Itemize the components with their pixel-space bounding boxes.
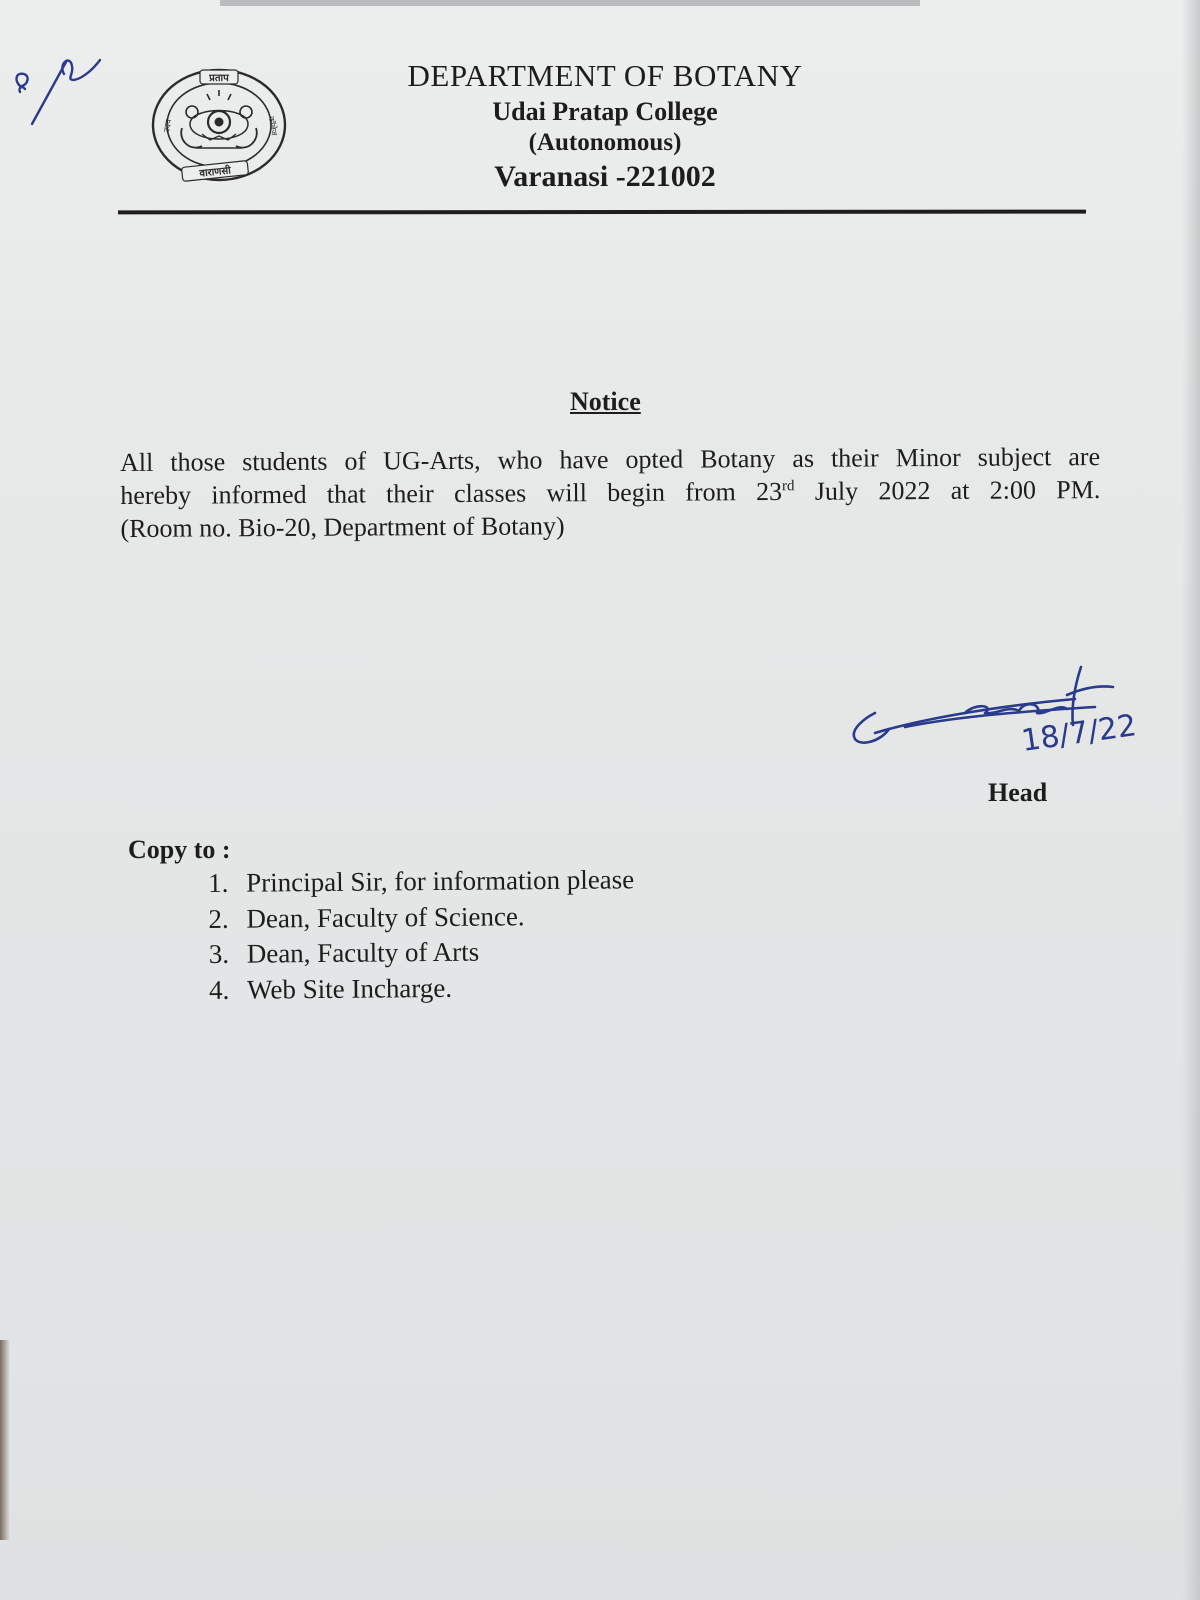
copy-to-item [209, 932, 809, 973]
notice-body [120, 440, 1101, 545]
copy-to-item-number: 4. [208, 974, 230, 1005]
copy-to-list [208, 861, 809, 1008]
department-title: DEPARTMENT OF BOTANY [407, 58, 803, 93]
letterhead-divider [118, 210, 1086, 215]
page-edge-shadow-top [220, 0, 920, 6]
copy-to-item [208, 861, 808, 902]
notice-line-2 [120, 473, 1100, 512]
notice-line-2-start: hereby informed that their classes will begin from 23 [120, 476, 783, 510]
notice-line-1: All those students of UG-Arts, who have opted Botany as their Minor subject are [120, 442, 1101, 477]
handwritten-signature [845, 655, 1175, 765]
notice-line-2-end: July 2022 at 2:00 PM. [794, 475, 1101, 506]
notice-title: Notice [570, 387, 641, 416]
copy-to-item-number: 1. [208, 867, 229, 898]
copy-to-item-text: Principal Sir, for information please [246, 864, 635, 898]
date-ordinal-suffix: rd [781, 478, 795, 495]
college-status: (Autonomous) [528, 129, 682, 156]
copy-to-item [209, 967, 809, 1008]
college-name: Udai Pratap College [492, 97, 718, 126]
emblem-top-text: प्रताप [209, 73, 229, 84]
letterhead [300, 58, 910, 196]
copy-to-item-text: Dean, Faculty of Arts [246, 936, 480, 969]
notice-line-3: (Room no. Bio-20, Department of Botany) [120, 511, 565, 543]
copy-to-item-text: Dean, Faculty of Science. [246, 900, 525, 934]
page-edge-shadow-left [0, 1340, 10, 1540]
handwritten-corner-mark [8, 44, 108, 134]
copy-to-label: Copy to : [128, 835, 231, 864]
emblem-right-text: कॉलेज [266, 115, 279, 137]
college-emblem-seal [150, 66, 288, 184]
page-edge-shadow-right [1182, 0, 1200, 1600]
copy-to-item-text: Web Site Incharge. [246, 972, 453, 1005]
signature-date: 18/7/22 [1019, 708, 1139, 759]
copy-to-item-number: 3. [208, 938, 230, 969]
college-address: Varanasi -221002 [494, 160, 716, 193]
emblem-bottom-text: वाराणसी [198, 165, 232, 180]
copy-to-item-number: 2. [208, 903, 229, 934]
signatory-designation: Head [988, 778, 1048, 807]
copy-to-item [208, 896, 808, 937]
emblem-left-text: उदय [161, 118, 174, 134]
